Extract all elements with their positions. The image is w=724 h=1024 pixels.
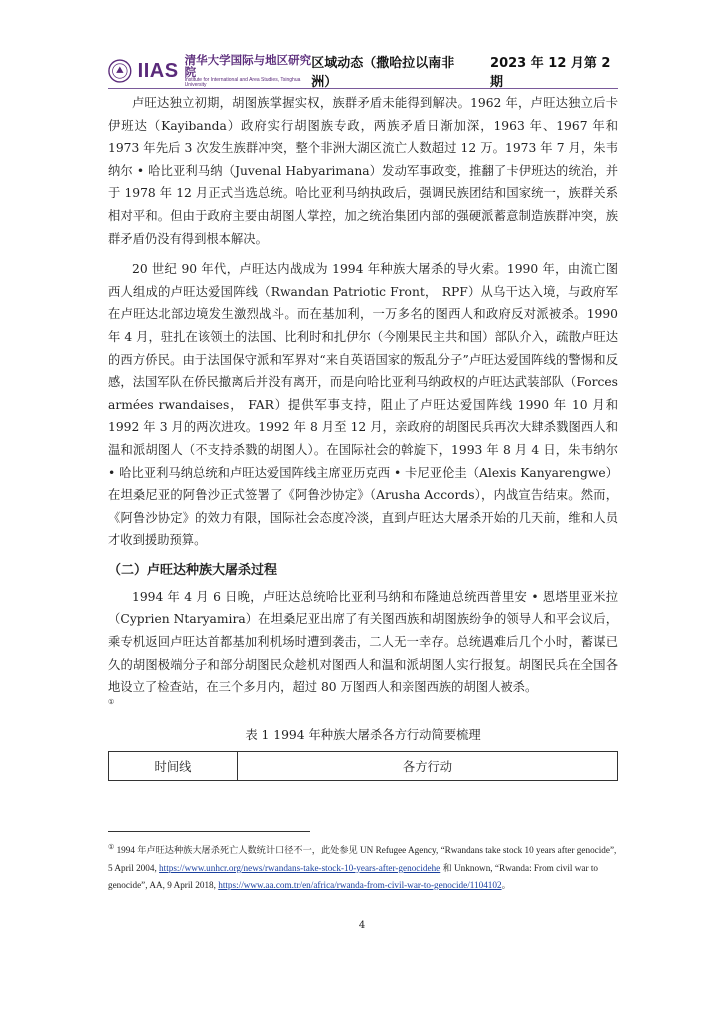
table-header-row — [109, 751, 618, 780]
footnote-number: ① — [108, 843, 115, 851]
publication-section: 区域动态（撒哈拉以南非洲） — [311, 56, 455, 90]
publication-issue: 2023 年 12 月第 2 期 — [490, 56, 611, 90]
footnote-link-aa[interactable]: https://www.aa.com.tr/en/africa/rwanda-from-civil-war-to-genocide/1104102 — [218, 880, 502, 891]
logo-chinese-name: 清华大学国际与地区研究院 — [184, 52, 312, 79]
body-paragraph-1: 卢旺达独立初期，胡图族掌握实权，族群矛盾未能得到解决。1962 年，卢旺达独立后卡伊班达（Kayibanda）政府实行胡图族专政，两族矛盾日渐加深，1963 年、1967 年和 1973 年先后 3 次发生族群冲突，整个非洲大湖区流亡人数超过 12 万。1973 年 7 月，朱韦纳尔 • 哈比亚利马纳（Juvenal Habyarimana）发动军事政变，推翻了卡伊班达的统治，并于 1978 年 12 月正式当选总统。哈比亚利马纳执政后，强调民族团结和国家统一，族群关系相对平和。但由于政府主要由胡图人掌控，加之统治集团内部的强硬派蓄意制造族群冲突，族群矛盾仍没有得到根本解决。 — [108, 96, 618, 246]
footnote-divider — [108, 831, 310, 832]
footnote-text-middle: 和 Unknown, “Rwanda: From civil war to genocide”, AA, 9 April 2018, — [108, 862, 598, 891]
footnote-reference-marker[interactable]: ① — [108, 697, 115, 706]
page-body — [108, 92, 618, 781]
body-paragraph-3: 1994 年 4 月 6 日晚，卢旺达总统哈比亚利马纳和布隆迪总统西普里安 • 恩塔里亚米拉（Cyprien Ntaryamira）在坦桑尼亚出席了有关图西族和胡图族纷争的领导人和平会议后，乘专机返回卢旺达首都基加利机场时遭到袭击，二人无一幸存。总统遇难后几个小时，蓄谋已久的胡图极端分子和部分胡图民众趁机对图西人和温和派胡图人实行报复。胡图民兵在全国各地设立了检查站，在三个多月内，超过 80 万图西人和亲图西族的胡图人被杀。 — [108, 589, 618, 695]
timeline-table — [108, 751, 618, 781]
page-number: 4 — [358, 920, 366, 931]
footnote — [108, 839, 620, 895]
body-paragraph-2: 20 世纪 90 年代，卢旺达内战成为 1994 年种族大屠杀的导火索。1990 年，由流亡图西人组成的卢旺达爱国阵线（Rwandan Patriotic Front， RPF）从乌干达入境，与政府军在卢旺达北部边境发生激烈战斗。而在基加利，一万多名的图西人和政府反对派被杀。1990 年 4 月，驻扎在该领土的法国、比利时和扎伊尔（今刚果民主共和国）部队介入，疏散卢旺达的西方侨民。由于法国保守派和军界对“来自英语国家的叛乱分子”卢旺达爱国阵线的警惕和反感，法国军队在侨民撤离后并没有离开，而是向哈比亚利马纳政权的卢旺达武装部队（Forces armées rwandaises， FAR）提供军事支持，阻止了卢旺达爱国阵线 1990 年 10 月和 1992 年 3 月的两次进攻。1992 年 8 月至 12 月，亲政府的胡图民兵再次大肆杀戮图西人和温和派胡图人（不支持杀戮的胡图人）。在国际社会的斡旋下，1993 年 8 月 4 日，朱韦纳尔 • 哈比亚利马纳总统和卢旺达爱国阵线主席亚历克西 • 卡尼亚伦圭（Alexis Kanyarengwe）在坦桑尼亚的阿鲁沙正式签署了《阿鲁沙协定》（Arusha Accords），内战宣告结束。然而，《阿鲁沙协定》的效力有限，国际社会态度冷淡，直到卢旺达大屠杀开始的几天前，维和人员才收到援助预算。 — [108, 262, 618, 548]
logo-english-name: Institute for International and Area Studies, Tsinghua University — [184, 76, 301, 89]
footnote-text-after: 。 — [501, 880, 511, 891]
table-header-actions: 各方行动 — [238, 751, 618, 780]
page-header — [108, 54, 618, 89]
footnote-link-unhcr[interactable]: https://www.unhcr.org/news/rwandans-take-stock-10-years-after-genocidehe — [159, 862, 441, 873]
section-heading: （二）卢旺达种族大屠杀过程 — [108, 562, 278, 578]
footnote-text-before: 1994 年卢旺达种族大屠杀死亡人数统计口径不一，此处参见 UN Refugee Agency, “Rwandans take stock 10 years after genocide”, 5 April 2004, — [108, 845, 617, 873]
table-title: 表 1 1994 年种族大屠杀各方行动简要梳理 — [245, 727, 481, 742]
tsinghua-seal-icon — [108, 58, 132, 84]
institute-logo — [108, 54, 311, 89]
table-header-timeline: 时间线 — [109, 751, 238, 780]
logo-iias-text: IIAS — [137, 59, 179, 82]
